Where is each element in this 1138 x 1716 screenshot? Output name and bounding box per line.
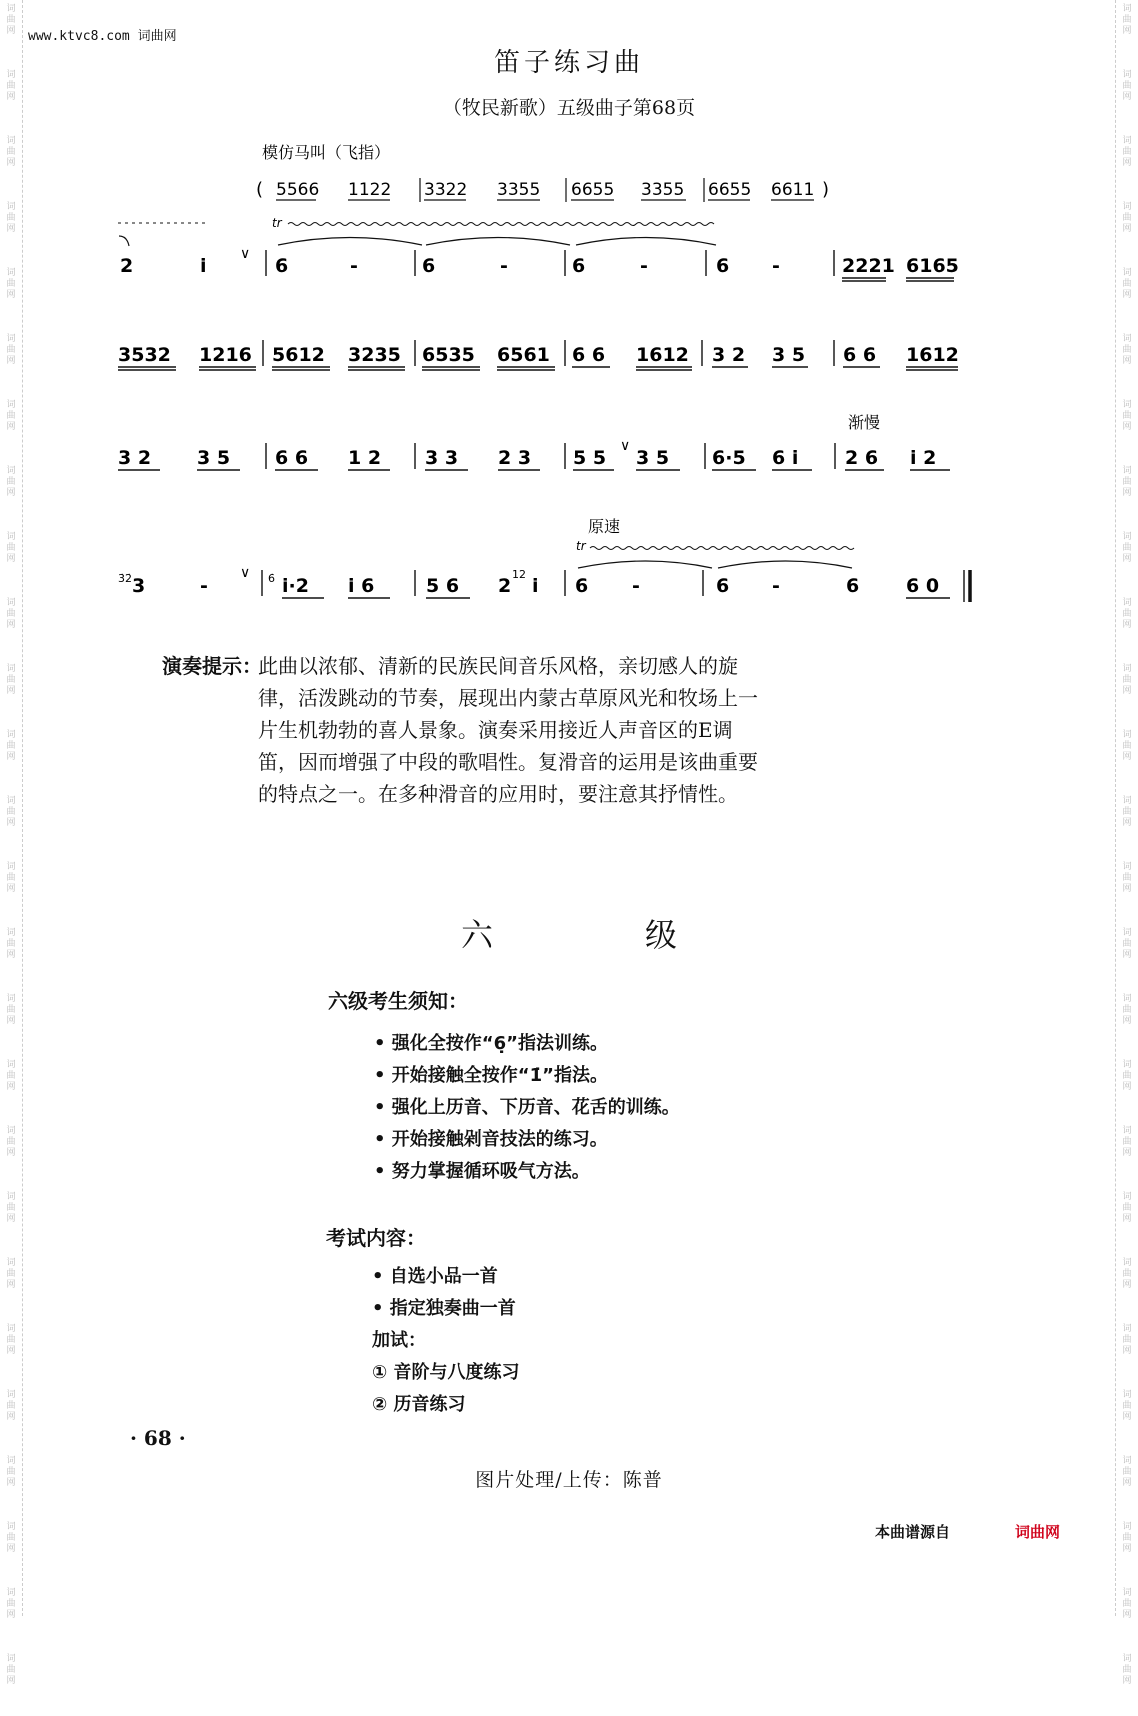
note: - [640,255,648,277]
watermark-stamp [0,1188,22,1254]
watermark-char: 曲 [1122,1005,1132,1015]
watermark-char: 网 [1122,224,1132,234]
upper-phrase [276,180,814,200]
watermark-char: 词 [1122,1324,1132,1334]
grace-note: 6̇ [268,572,275,585]
watermark-char: 曲 [6,411,16,421]
watermark-char: 曲 [6,147,16,157]
note: 6 6 [843,344,877,366]
watermark-char: 曲 [6,939,16,949]
watermark-char: 词 [1122,664,1132,674]
watermark-char: 词 [6,466,16,476]
upper-note: 3355 [497,180,541,200]
list-item: • 自选小品一首 [372,1261,520,1293]
watermark-char: 词 [6,70,16,80]
list-item: • 强化全按作“6̣”指法训练。 [374,1028,680,1060]
watermark-char: 曲 [1122,1203,1132,1213]
watermark-char: 词 [1122,1126,1132,1136]
watermark-stamp [1116,990,1138,1056]
upper-note: 6611 [771,180,815,200]
watermark-char: 曲 [1122,807,1132,817]
note: 3235 [348,344,401,366]
watermark-char: 曲 [1122,81,1132,91]
watermark-char: 曲 [1122,1071,1132,1081]
list-item: • 努力掌握循环吸气方法。 [374,1156,680,1188]
watermark-stamp [0,1584,22,1650]
breath-mark: ∨ [620,438,631,454]
watermark-char: 网 [6,1280,16,1290]
watermark-char: 网 [6,1412,16,1422]
note: 6 [572,255,586,277]
note: 2 3 [498,447,532,469]
watermark-char: 网 [6,356,16,366]
watermark-char: 词 [1122,1654,1132,1664]
note: - [772,575,780,597]
watermark-char: 词 [1122,1522,1132,1532]
watermark-char: 曲 [1122,873,1132,883]
note: 5612 [272,344,325,366]
watermark-char: 网 [6,1676,16,1686]
watermark-char: 网 [1122,1214,1132,1224]
watermark-char: 词 [6,268,16,278]
watermark-char: 曲 [6,15,16,25]
watermark-char: 曲 [1122,147,1132,157]
watermark-char: 曲 [6,1137,16,1147]
marking-ritardando: 渐慢 [848,413,881,432]
watermark-char: 词 [1122,1060,1132,1070]
watermark-char: 曲 [6,873,16,883]
watermark-char: 曲 [6,741,16,751]
watermark-char: 词 [1122,598,1132,608]
extra-label: 加试： [372,1330,426,1351]
watermark-char: 词 [6,1654,16,1664]
watermark-stamp [0,1386,22,1452]
watermark-char: 网 [1122,686,1132,696]
watermark-char: 词 [6,1522,16,1532]
watermark-stamp [1116,660,1138,726]
watermark-char: 曲 [6,807,16,817]
note: 6 0 [906,575,940,597]
watermark-char: 词 [6,334,16,344]
note: i 6 [348,575,375,597]
watermark-char: 网 [1122,1412,1132,1422]
watermark-char: 词 [6,598,16,608]
watermark-char: 词 [1122,1258,1132,1268]
note: 6 i [772,447,799,469]
watermark-char: 曲 [6,1071,16,1081]
watermark-char: 词 [1122,334,1132,344]
watermark-char: 曲 [1122,675,1132,685]
note: 2 [120,255,134,277]
watermark-stamp [1116,1584,1138,1650]
note: i·2 [282,575,309,597]
note: 2 6 [845,447,879,469]
watermark-char: 曲 [1122,1335,1132,1345]
upload-credit: 图片处理/上传：陈普 [475,1469,663,1491]
watermark-char: 网 [6,1346,16,1356]
watermark-char: 曲 [1122,15,1132,25]
watermark-char: 曲 [1122,1599,1132,1609]
note: i [200,255,207,277]
note: 3 [132,575,146,597]
note: 6 6 [572,344,606,366]
watermark-char: 曲 [6,1599,16,1609]
watermark-stamp [0,1056,22,1122]
note: i 2 [910,447,937,469]
watermark-char: 网 [6,290,16,300]
note: 6165 [906,255,959,277]
note: 1216 [199,344,252,366]
watermark-char: 词 [1122,1192,1132,1202]
watermark-char: 网 [1122,356,1132,366]
watermark-char: 曲 [6,609,16,619]
watermark-char: 网 [1122,620,1132,630]
bracket-close: ) [822,179,830,200]
watermark-char: 网 [1122,92,1132,102]
upper-note: 5566 [276,180,320,200]
watermark-char: 曲 [1122,741,1132,751]
watermark-char: 网 [1122,1544,1132,1554]
list-item: • 开始接触全按作“1̇”指法。 [374,1060,680,1092]
watermark-char: 网 [6,950,16,960]
note: 6 [422,255,436,277]
hint-text: 此曲以浓郁、清新的民族民间音乐风格，亲切感人的旋律，活泼跳动的节奏，展现出内蒙古草原风光和牧场上一片生机勃勃的喜人景象。演奏采用接近人声音区的E调笛，因而增强了中段的歌唱性。复滑音的运用是该曲重要的特点之一。在多种滑音的应用时，要注意其抒情性。 [258,654,758,806]
watermark-char: 曲 [6,1005,16,1015]
note: 6 [575,575,589,597]
upper-note: 3355 [641,180,685,200]
trill-mark: tr [576,539,586,553]
watermark-char: 词 [1122,994,1132,1004]
marking-imitate-horse: 模仿马叫（飞指） [262,143,391,162]
watermark-char: 网 [1122,884,1132,894]
watermark-char: 词 [6,994,16,1004]
watermark-stamp [1116,726,1138,792]
watermark-char: 网 [6,554,16,564]
note: 3 2 [712,344,746,366]
watermark-char: 词 [6,1126,16,1136]
note: 3 5 [197,447,231,469]
grace-note: 12 [512,568,526,581]
watermark-char: 网 [6,488,16,498]
watermark-stamp [0,1122,22,1188]
watermark-char: 网 [1122,290,1132,300]
watermark-char: 网 [6,224,16,234]
watermark-char: 网 [1122,1346,1132,1356]
watermark-char: 网 [1122,1478,1132,1488]
watermark-stamp [0,792,22,858]
watermark-char: 词 [6,136,16,146]
breath-mark: ∨ [240,246,251,262]
watermark-char: 曲 [1122,1401,1132,1411]
watermark-char: 网 [1122,950,1132,960]
watermark-stamp [0,1254,22,1320]
watermark-char: 词 [6,1192,16,1202]
watermark-char: 词 [6,1324,16,1334]
note: 1 2 [348,447,382,469]
trill-mark: tr [272,216,282,230]
watermark-char: 网 [1122,554,1132,564]
watermark-char: 词 [1122,796,1132,806]
watermark-char: 网 [1122,1148,1132,1158]
watermark-char: 词 [6,532,16,542]
watermark-char: 词 [6,1588,16,1598]
bracket-open: ( [256,179,264,200]
watermark-char: 曲 [6,1665,16,1675]
page-title: 笛子练习曲 [493,48,644,78]
watermark-char: 曲 [6,213,16,223]
watermark-char: 词 [1122,4,1132,14]
watermark-char: 曲 [1122,213,1132,223]
marking-a-tempo: 原速 [588,517,621,536]
watermark-char: 词 [1122,1456,1132,1466]
watermark-char: 曲 [1122,345,1132,355]
watermark-char: 曲 [6,81,16,91]
exam-list [372,1261,520,1421]
watermark-char: 词 [1122,532,1132,542]
note: 3 5 [772,344,806,366]
site-url[interactable]: www.ktvc8.com 词曲网 [28,29,177,44]
watermark-char: 网 [6,620,16,630]
grade-heading: 六 级 [460,916,737,954]
watermark-char: 网 [6,1016,16,1026]
watermark-stamp [0,1518,22,1584]
note: 2 [498,575,512,597]
notice-title: 六级考生须知： [328,989,468,1013]
watermark-char: 网 [6,158,16,168]
note: - [772,255,780,277]
watermark-char: 网 [6,884,16,894]
upper-note: 6655 [708,180,752,200]
watermark-char: 词 [6,730,16,740]
watermark-stamp [1116,1122,1138,1188]
watermark-char: 网 [1122,1280,1132,1290]
page-number: · 68 · [130,1426,186,1450]
watermark-char: 曲 [6,1401,16,1411]
watermark-char: 词 [6,1258,16,1268]
performance-hint [162,650,762,810]
watermark-char: 网 [1122,752,1132,762]
watermark-char: 词 [6,1390,16,1400]
watermark-stamp [0,660,22,726]
watermark-char: 词 [1122,862,1132,872]
note: 6 [846,575,860,597]
grace-note: 3̇2̇ [118,572,132,585]
watermark-char: 曲 [1122,279,1132,289]
note: 2221 [842,255,895,277]
watermark-char: 词 [6,796,16,806]
watermark-char: 网 [1122,422,1132,432]
note: 6 [716,575,730,597]
watermark-char: 网 [1122,488,1132,498]
watermark-char: 词 [6,1060,16,1070]
breath-mark: ∨ [240,565,251,581]
list-item: ② 历音练习 [372,1394,466,1415]
watermark-char: 词 [1122,1390,1132,1400]
note: 6561 [497,344,550,366]
watermark-char: 网 [1122,1082,1132,1092]
watermark-char: 词 [1122,136,1132,146]
watermark-char: 网 [1122,1676,1132,1686]
site-brand-link[interactable]: 词曲网 [1015,1523,1061,1541]
watermark-char: 曲 [6,279,16,289]
watermark-char: 曲 [6,477,16,487]
watermark-char: 曲 [6,345,16,355]
watermark-char: 曲 [6,1533,16,1543]
watermark-char: 网 [6,752,16,762]
note: 6 [275,255,289,277]
watermark-char: 词 [1122,70,1132,80]
list-item: • 强化上历音、下历音、花舌的训练。 [374,1092,680,1124]
watermark-char: 网 [6,422,16,432]
notice-list [374,1028,680,1188]
watermark-stamp [1116,792,1138,858]
watermark-stamp [0,1320,22,1386]
watermark-char: 网 [6,1610,16,1620]
note: 6 [716,255,730,277]
watermark-char: 曲 [1122,1467,1132,1477]
list-item: • 开始接触剁音技法的练习。 [374,1124,680,1156]
watermark-stamp [0,990,22,1056]
watermark-char: 曲 [1122,477,1132,487]
watermark-char: 网 [1122,1610,1132,1620]
watermark-stamp [1116,1254,1138,1320]
watermark-char: 曲 [1122,1665,1132,1675]
watermark-char: 网 [6,818,16,828]
watermark-char: 网 [6,1478,16,1488]
watermark-char: 词 [6,928,16,938]
list-item: ① 音阶与八度练习 [372,1362,520,1383]
note: 5 5 [573,447,607,469]
watermark-stamp [1116,1056,1138,1122]
watermark-char: 词 [6,1456,16,1466]
exam-title: 考试内容： [326,1226,426,1250]
watermark-char: 网 [6,92,16,102]
note: 3 2 [118,447,152,469]
watermark-char: 曲 [6,1203,16,1213]
watermark-char: 网 [1122,158,1132,168]
note: 6 6 [275,447,309,469]
watermark-char: 曲 [1122,609,1132,619]
note: - [350,255,358,277]
page-subtitle: （牧民新歌）五级曲子第68页 [442,97,696,119]
note: - [632,575,640,597]
watermark-char: 词 [6,664,16,674]
source-label: 本曲谱源自 [875,1523,951,1541]
note: - [200,575,208,597]
watermark-char: 词 [1122,730,1132,740]
note: 6·5 [712,447,746,469]
watermark-char: 网 [1122,818,1132,828]
watermark-char: 曲 [1122,1269,1132,1279]
watermark-char: 网 [6,1544,16,1554]
hint-label: 演奏提示： [162,654,262,678]
watermark-char: 词 [1122,400,1132,410]
watermark-char: 词 [6,4,16,14]
watermark-char: 曲 [1122,939,1132,949]
note: 1612 [906,344,959,366]
watermark-char: 词 [6,862,16,872]
watermark-stamp [0,726,22,792]
watermark-char: 曲 [1122,1137,1132,1147]
watermark-stamp [1116,1188,1138,1254]
watermark-char: 词 [6,202,16,212]
note: 3 5 [636,447,670,469]
upper-note: 1122 [348,180,392,200]
note: 6535 [422,344,475,366]
watermark-char: 曲 [6,1335,16,1345]
note: 3532 [118,344,171,366]
watermark-char: 网 [6,1214,16,1224]
watermark-char: 网 [1122,1016,1132,1026]
watermark-char: 网 [1122,26,1132,36]
upper-note: 3322 [424,180,468,200]
watermark-char: 网 [6,686,16,696]
watermark-char: 词 [1122,466,1132,476]
watermark-char: 网 [6,1148,16,1158]
watermark-stamp [1116,1650,1138,1716]
watermark-char: 网 [6,1082,16,1092]
note: 5 6 [426,575,460,597]
watermark-char: 网 [6,26,16,36]
note: - [500,255,508,277]
watermark-char: 词 [6,400,16,410]
watermark-char: 曲 [1122,411,1132,421]
watermark-char: 词 [1122,928,1132,938]
watermark-char: 曲 [6,675,16,685]
watermark-char: 词 [1122,268,1132,278]
watermark-char: 曲 [1122,543,1132,553]
upper-note: 6655 [571,180,615,200]
note: i [532,575,539,597]
watermark-char: 曲 [1122,1533,1132,1543]
list-item: • 指定独奏曲一首 [372,1293,520,1325]
watermark-char: 词 [1122,202,1132,212]
watermark-char: 曲 [6,1269,16,1279]
watermark-stamp [1116,1518,1138,1584]
watermark-char: 曲 [6,543,16,553]
watermark-stamp [1116,1386,1138,1452]
jianpu-score [0,0,1138,640]
watermark-stamp [1116,1320,1138,1386]
note: 1612 [636,344,689,366]
watermark-stamp [0,1650,22,1716]
watermark-char: 曲 [6,1467,16,1477]
note: 3 3 [425,447,459,469]
watermark-char: 词 [1122,1588,1132,1598]
